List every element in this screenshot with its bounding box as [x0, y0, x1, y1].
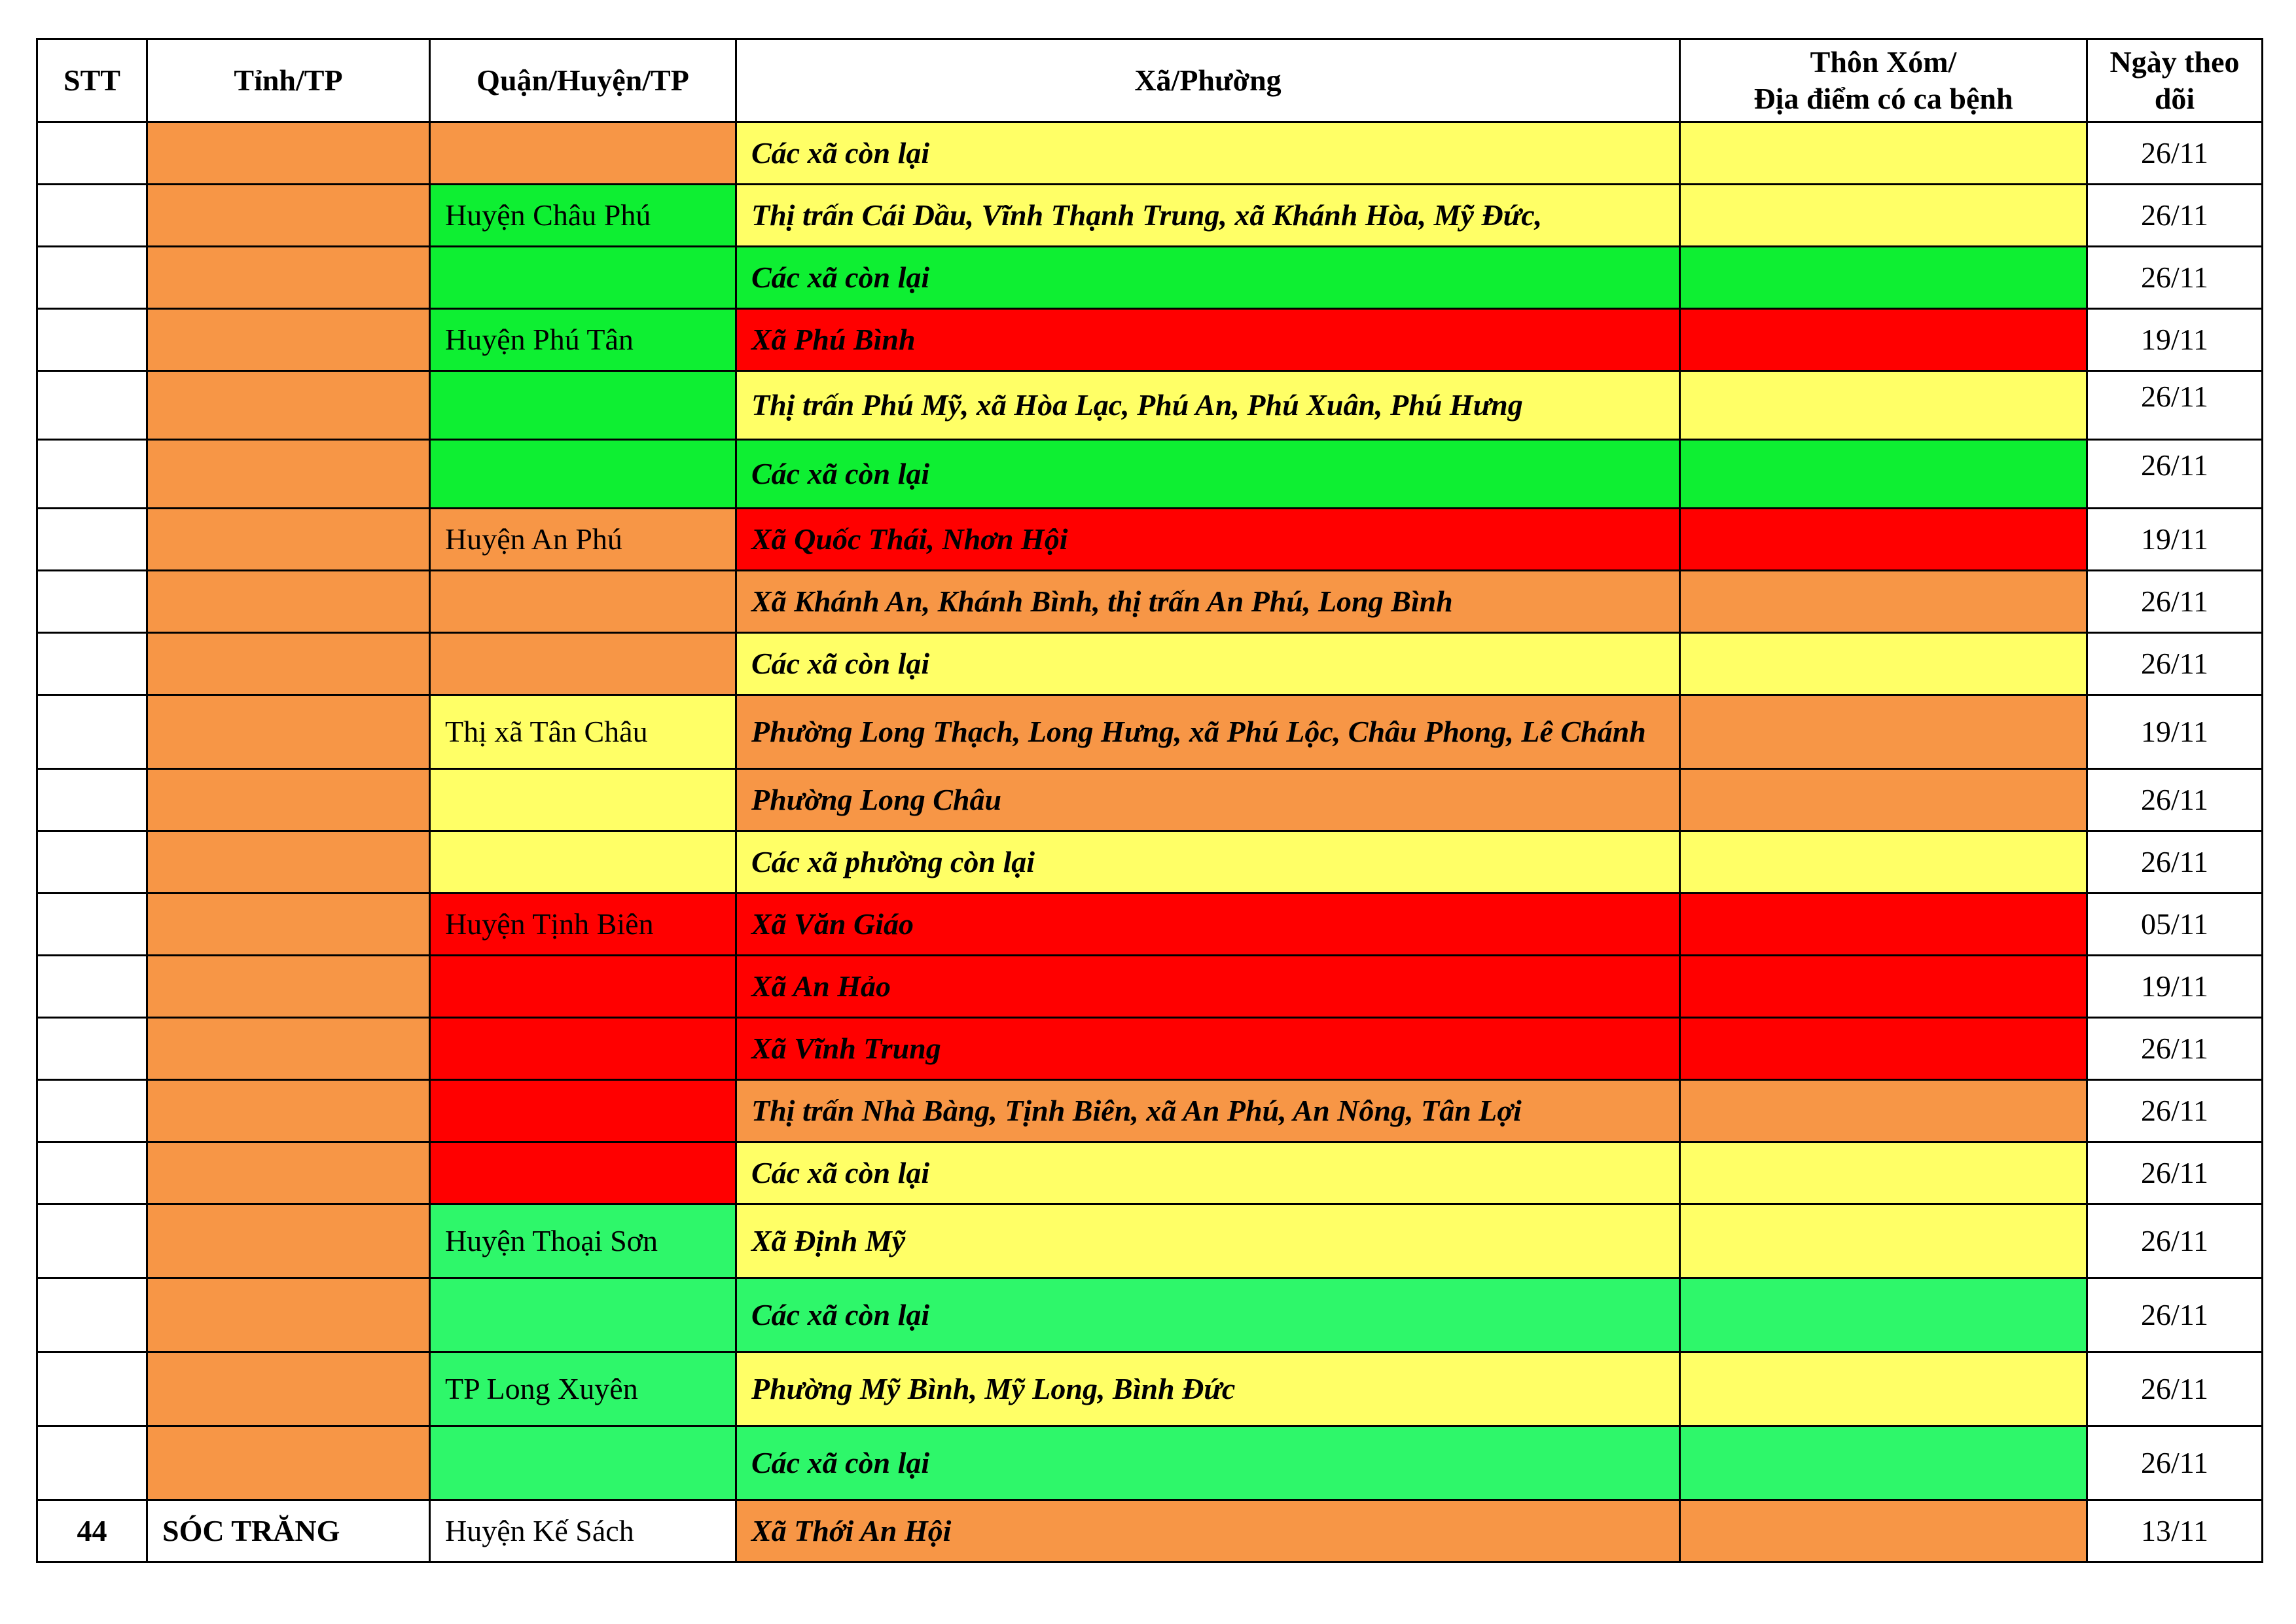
- table-row: [37, 440, 2263, 509]
- date-cell: 26/11: [2087, 1352, 2263, 1426]
- table-row: [37, 122, 2263, 185]
- hamlet-cell: [1680, 509, 2087, 571]
- header-hamlet-line1: Thôn Xóm/: [1810, 45, 1957, 79]
- date-cell: 26/11: [2087, 1204, 2263, 1278]
- date-cell: 26/11: [2087, 571, 2263, 633]
- stt-cell: [37, 247, 147, 309]
- date-cell: 26/11: [2087, 185, 2263, 247]
- table-row: [37, 769, 2263, 831]
- stt-cell: [37, 122, 147, 185]
- date-cell: 26/11: [2087, 371, 2263, 440]
- date-cell: 26/11: [2087, 122, 2263, 185]
- table-row: [37, 1500, 2263, 1562]
- date-cell: 19/11: [2087, 956, 2263, 1018]
- ward-cell: Thị trấn Cái Dầu, Vĩnh Thạnh Trung, xã Khánh Hòa, Mỹ Đức,: [736, 185, 1680, 247]
- ward-cell: Xã An Hảo: [736, 956, 1680, 1018]
- stt-cell: [37, 571, 147, 633]
- header-hamlet: [1680, 39, 2087, 122]
- header-stt: STT: [37, 39, 147, 122]
- ward-cell: Thị trấn Nhà Bàng, Tịnh Biên, xã An Phú, An Nông, Tân Lợi: [736, 1080, 1680, 1142]
- stt-cell: [37, 440, 147, 509]
- province-cell: [147, 371, 430, 440]
- table-row: [37, 1018, 2263, 1080]
- district-cell: [430, 1142, 736, 1204]
- date-cell: 26/11: [2087, 1278, 2263, 1352]
- district-cell: [430, 1426, 736, 1500]
- date-cell: 26/11: [2087, 831, 2263, 893]
- hamlet-cell: [1680, 247, 2087, 309]
- hamlet-cell: [1680, 1204, 2087, 1278]
- ward-cell: Xã Khánh An, Khánh Bình, thị trấn An Phú, Long Bình: [736, 571, 1680, 633]
- hamlet-cell: [1680, 1278, 2087, 1352]
- hamlet-cell: [1680, 571, 2087, 633]
- stt-cell: [37, 633, 147, 695]
- district-cell: Huyện Tịnh Biên: [430, 893, 736, 956]
- district-cell: Huyện Kế Sách: [430, 1500, 736, 1562]
- province-cell: [147, 1426, 430, 1500]
- ward-cell: Các xã còn lại: [736, 122, 1680, 185]
- hamlet-cell: [1680, 1426, 2087, 1500]
- district-cell: Huyện Châu Phú: [430, 185, 736, 247]
- district-cell: [430, 571, 736, 633]
- date-cell: 26/11: [2087, 769, 2263, 831]
- province-cell: [147, 247, 430, 309]
- date-cell: 19/11: [2087, 695, 2263, 769]
- province-cell: [147, 571, 430, 633]
- hamlet-cell: [1680, 309, 2087, 371]
- hamlet-cell: [1680, 1080, 2087, 1142]
- province-cell: SÓC TRĂNG: [147, 1500, 430, 1562]
- table-row: [37, 1426, 2263, 1500]
- header-hamlet-line2: Địa điểm có ca bệnh: [1753, 82, 2013, 115]
- ward-cell: Phường Long Thạch, Long Hưng, xã Phú Lộc, Châu Phong, Lê Chánh: [736, 695, 1680, 769]
- ward-cell: Xã Văn Giáo: [736, 893, 1680, 956]
- province-cell: [147, 695, 430, 769]
- hamlet-cell: [1680, 1500, 2087, 1562]
- hamlet-cell: [1680, 371, 2087, 440]
- ward-cell: Xã Thới An Hội: [736, 1500, 1680, 1562]
- ward-cell: Xã Vĩnh Trung: [736, 1018, 1680, 1080]
- table-row: [37, 893, 2263, 956]
- hamlet-cell: [1680, 831, 2087, 893]
- table-row: [37, 309, 2263, 371]
- province-cell: [147, 309, 430, 371]
- stt-cell: [37, 1426, 147, 1500]
- district-cell: [430, 1018, 736, 1080]
- stt-cell: [37, 831, 147, 893]
- province-cell: [147, 1352, 430, 1426]
- ward-cell: Các xã còn lại: [736, 633, 1680, 695]
- hamlet-cell: [1680, 769, 2087, 831]
- table-row: [37, 1352, 2263, 1426]
- table-row: [37, 695, 2263, 769]
- table-row: [37, 185, 2263, 247]
- table-row: [37, 509, 2263, 571]
- province-cell: [147, 440, 430, 509]
- hamlet-cell: [1680, 1018, 2087, 1080]
- district-cell: [430, 1080, 736, 1142]
- province-cell: [147, 185, 430, 247]
- province-cell: [147, 1204, 430, 1278]
- district-cell: [430, 633, 736, 695]
- date-cell: 26/11: [2087, 633, 2263, 695]
- ward-cell: Xã Phú Bình: [736, 309, 1680, 371]
- province-cell: [147, 122, 430, 185]
- district-cell: [430, 956, 736, 1018]
- table-row: [37, 956, 2263, 1018]
- province-cell: [147, 1018, 430, 1080]
- header-district: Quận/Huyện/TP: [430, 39, 736, 122]
- stt-cell: [37, 185, 147, 247]
- hamlet-cell: [1680, 185, 2087, 247]
- table-row: [37, 1080, 2263, 1142]
- stt-cell: [37, 509, 147, 571]
- date-cell: 13/11: [2087, 1500, 2263, 1562]
- stt-cell: [37, 1352, 147, 1426]
- district-cell: Huyện An Phú: [430, 509, 736, 571]
- header-date-line1: Ngày theo: [2109, 45, 2240, 79]
- table-header-row: [37, 39, 2263, 122]
- table-row: [37, 571, 2263, 633]
- date-cell: 26/11: [2087, 247, 2263, 309]
- table-row: [37, 1142, 2263, 1204]
- date-cell: 19/11: [2087, 509, 2263, 571]
- header-ward: Xã/Phường: [736, 39, 1680, 122]
- ward-cell: Các xã còn lại: [736, 440, 1680, 509]
- ward-cell: Xã Định Mỹ: [736, 1204, 1680, 1278]
- stt-cell: 44: [37, 1500, 147, 1562]
- stt-cell: [37, 1018, 147, 1080]
- stt-cell: [37, 371, 147, 440]
- hamlet-cell: [1680, 440, 2087, 509]
- district-cell: [430, 371, 736, 440]
- stt-cell: [37, 1142, 147, 1204]
- province-cell: [147, 893, 430, 956]
- header-date: [2087, 39, 2263, 122]
- hamlet-cell: [1680, 893, 2087, 956]
- province-cell: [147, 1142, 430, 1204]
- district-cell: [430, 769, 736, 831]
- date-cell: 26/11: [2087, 1426, 2263, 1500]
- date-cell: 26/11: [2087, 1018, 2263, 1080]
- district-cell: [430, 440, 736, 509]
- province-cell: [147, 633, 430, 695]
- table-row: [37, 371, 2263, 440]
- date-cell: 26/11: [2087, 440, 2263, 509]
- table-row: [37, 247, 2263, 309]
- district-cell: TP Long Xuyên: [430, 1352, 736, 1426]
- table-row: [37, 1204, 2263, 1278]
- hamlet-cell: [1680, 1142, 2087, 1204]
- hamlet-cell: [1680, 695, 2087, 769]
- hamlet-cell: [1680, 1352, 2087, 1426]
- ward-cell: Xã Quốc Thái, Nhơn Hội: [736, 509, 1680, 571]
- table-row: [37, 831, 2263, 893]
- stt-cell: [37, 1204, 147, 1278]
- stt-cell: [37, 1080, 147, 1142]
- stt-cell: [37, 309, 147, 371]
- province-cell: [147, 956, 430, 1018]
- date-cell: 19/11: [2087, 309, 2263, 371]
- ward-cell: Các xã còn lại: [736, 1142, 1680, 1204]
- stt-cell: [37, 956, 147, 1018]
- province-cell: [147, 769, 430, 831]
- province-cell: [147, 1278, 430, 1352]
- district-cell: [430, 122, 736, 185]
- district-cell: [430, 831, 736, 893]
- ward-cell: Các xã phường còn lại: [736, 831, 1680, 893]
- hamlet-cell: [1680, 633, 2087, 695]
- table-row: [37, 1278, 2263, 1352]
- table-row: [37, 633, 2263, 695]
- hamlet-cell: [1680, 122, 2087, 185]
- stt-cell: [37, 769, 147, 831]
- ward-cell: Phường Long Châu: [736, 769, 1680, 831]
- ward-cell: Các xã còn lại: [736, 247, 1680, 309]
- hamlet-cell: [1680, 956, 2087, 1018]
- district-cell: [430, 247, 736, 309]
- ward-cell: Các xã còn lại: [736, 1426, 1680, 1500]
- district-cell: Huyện Thoại Sơn: [430, 1204, 736, 1278]
- header-date-line2: dõi: [2154, 82, 2195, 115]
- header-province: Tỉnh/TP: [147, 39, 430, 122]
- stt-cell: [37, 893, 147, 956]
- ward-cell: Các xã còn lại: [736, 1278, 1680, 1352]
- date-cell: 26/11: [2087, 1080, 2263, 1142]
- district-cell: Huyện Phú Tân: [430, 309, 736, 371]
- ward-cell: Thị trấn Phú Mỹ, xã Hòa Lạc, Phú An, Phú Xuân, Phú Hưng: [736, 371, 1680, 440]
- province-cell: [147, 509, 430, 571]
- ward-cell: Phường Mỹ Bình, Mỹ Long, Bình Đức: [736, 1352, 1680, 1426]
- date-cell: 05/11: [2087, 893, 2263, 956]
- province-cell: [147, 831, 430, 893]
- date-cell: 26/11: [2087, 1142, 2263, 1204]
- province-cell: [147, 1080, 430, 1142]
- risk-level-table: [36, 38, 2263, 1563]
- district-cell: [430, 1278, 736, 1352]
- district-cell: Thị xã Tân Châu: [430, 695, 736, 769]
- stt-cell: [37, 1278, 147, 1352]
- stt-cell: [37, 695, 147, 769]
